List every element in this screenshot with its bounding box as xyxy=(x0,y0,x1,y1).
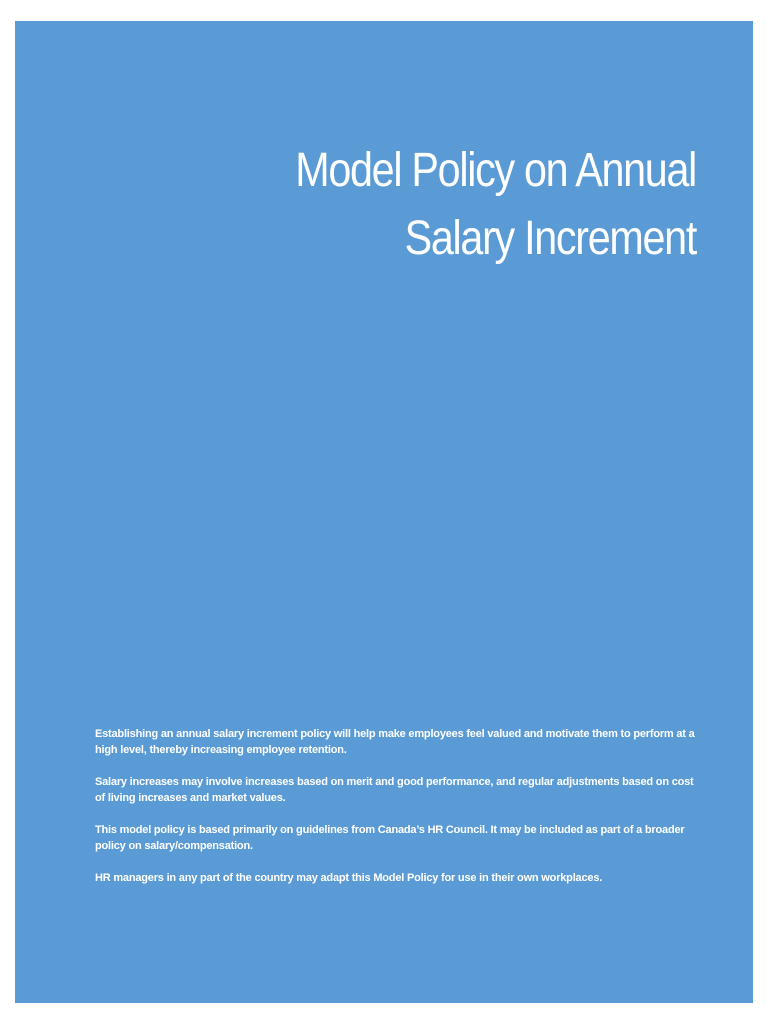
cover-panel xyxy=(15,21,753,1003)
document-title: Model Policy on Annual Salary Increment xyxy=(295,144,696,265)
intro-paragraph-4: HR managers in any part of the country may adapt this Model Policy for use in their own workplaces. xyxy=(95,872,603,884)
intro-paragraph-2: Salary increases may involve increases based on merit and good performance, and regular adjustments based on cost of living increases and market values. xyxy=(95,776,694,804)
intro-text xyxy=(95,726,695,902)
intro-paragraph-3: This model policy is based primarily on guidelines from Canada’s HR Council. It may be included as part of a broader policy on salary/compensation. xyxy=(95,824,685,852)
intro-paragraph-1: Establishing an annual salary increment policy will help make employees feel valued and motivate them to perform at a high level, thereby increasing employee retention. xyxy=(95,728,695,756)
